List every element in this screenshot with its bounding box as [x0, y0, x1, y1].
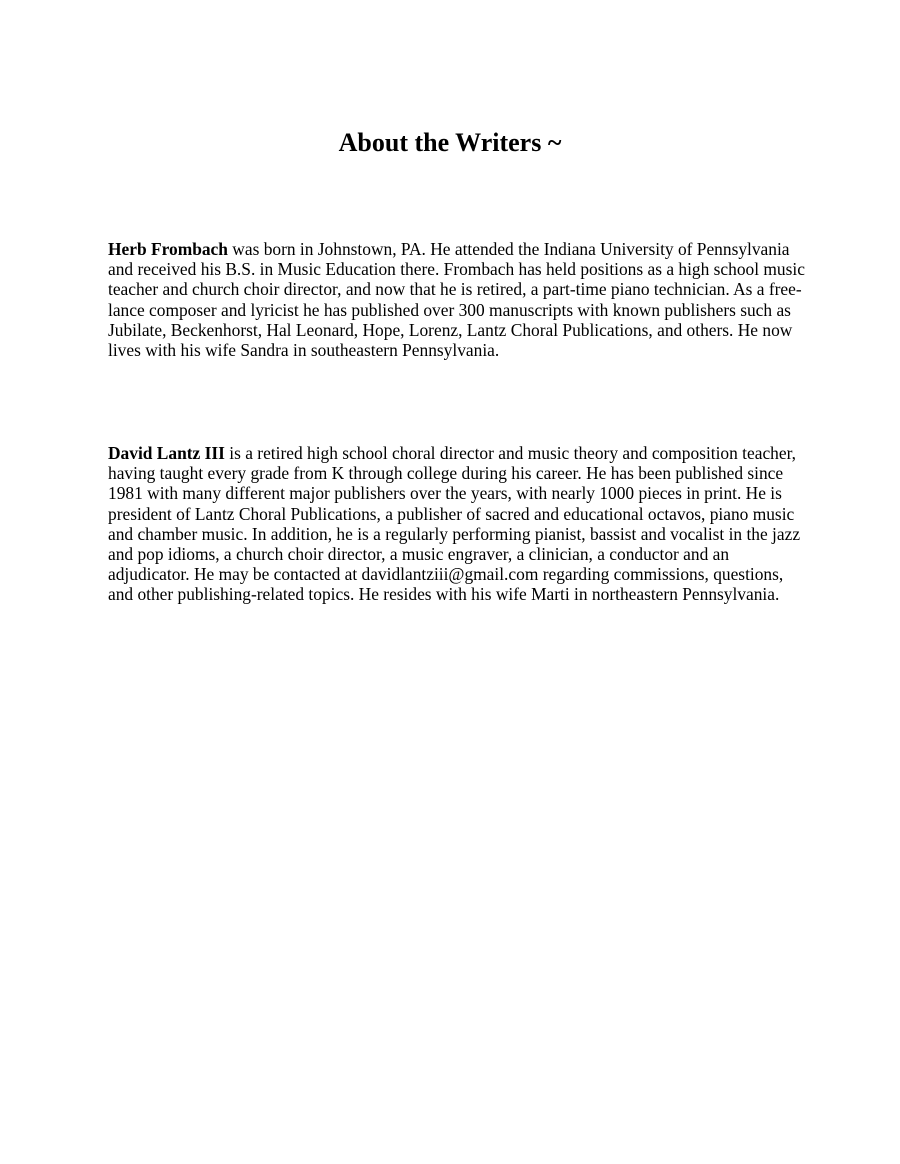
bio-name: David Lantz III	[108, 443, 225, 463]
bio-david-lantz	[108, 443, 808, 605]
bio-text: was born in Johnstown, PA. He attended the Indiana University of Pennsylvania and received his B.S. in Music Education there. Frombach has held positions as a high school music teacher and church choir director, and now that he is retired, a part-time piano technician. As a free-lance composer and lyricist he has published over 300 manuscripts with known publishers such as Jubilate, Beckenhorst, Hal Leonard, Hope, Lorenz, Lantz Choral Publications, and others. He now lives with his wife Sandra in southeastern Pennsylvania.	[108, 239, 805, 361]
bio-name: Herb Frombach	[108, 239, 228, 259]
page-title: About the Writers ~	[338, 128, 562, 157]
bio-herb-frombach	[108, 239, 808, 360]
bio-text: is a retired high school choral director and music theory and composition teacher, having taught every grade from K through college during his career. He has been published since 1981 with many different major publishers over the years, with nearly 1000 pieces in print. He is president of Lantz Choral Publications, a publisher of sacred and educational octavos, piano music and chamber music. In addition, he is a regularly performing pianist, bassist and vocalist in the jazz and pop idioms, a church choir director, a music engraver, a clinician, a conductor and an adjudicator. He may be contacted at davidlantziii@gmail.com regarding commissions, questions, and other publishing-related topics. He resides with his wife Marti in northeastern Pennsylvania.	[108, 443, 801, 605]
